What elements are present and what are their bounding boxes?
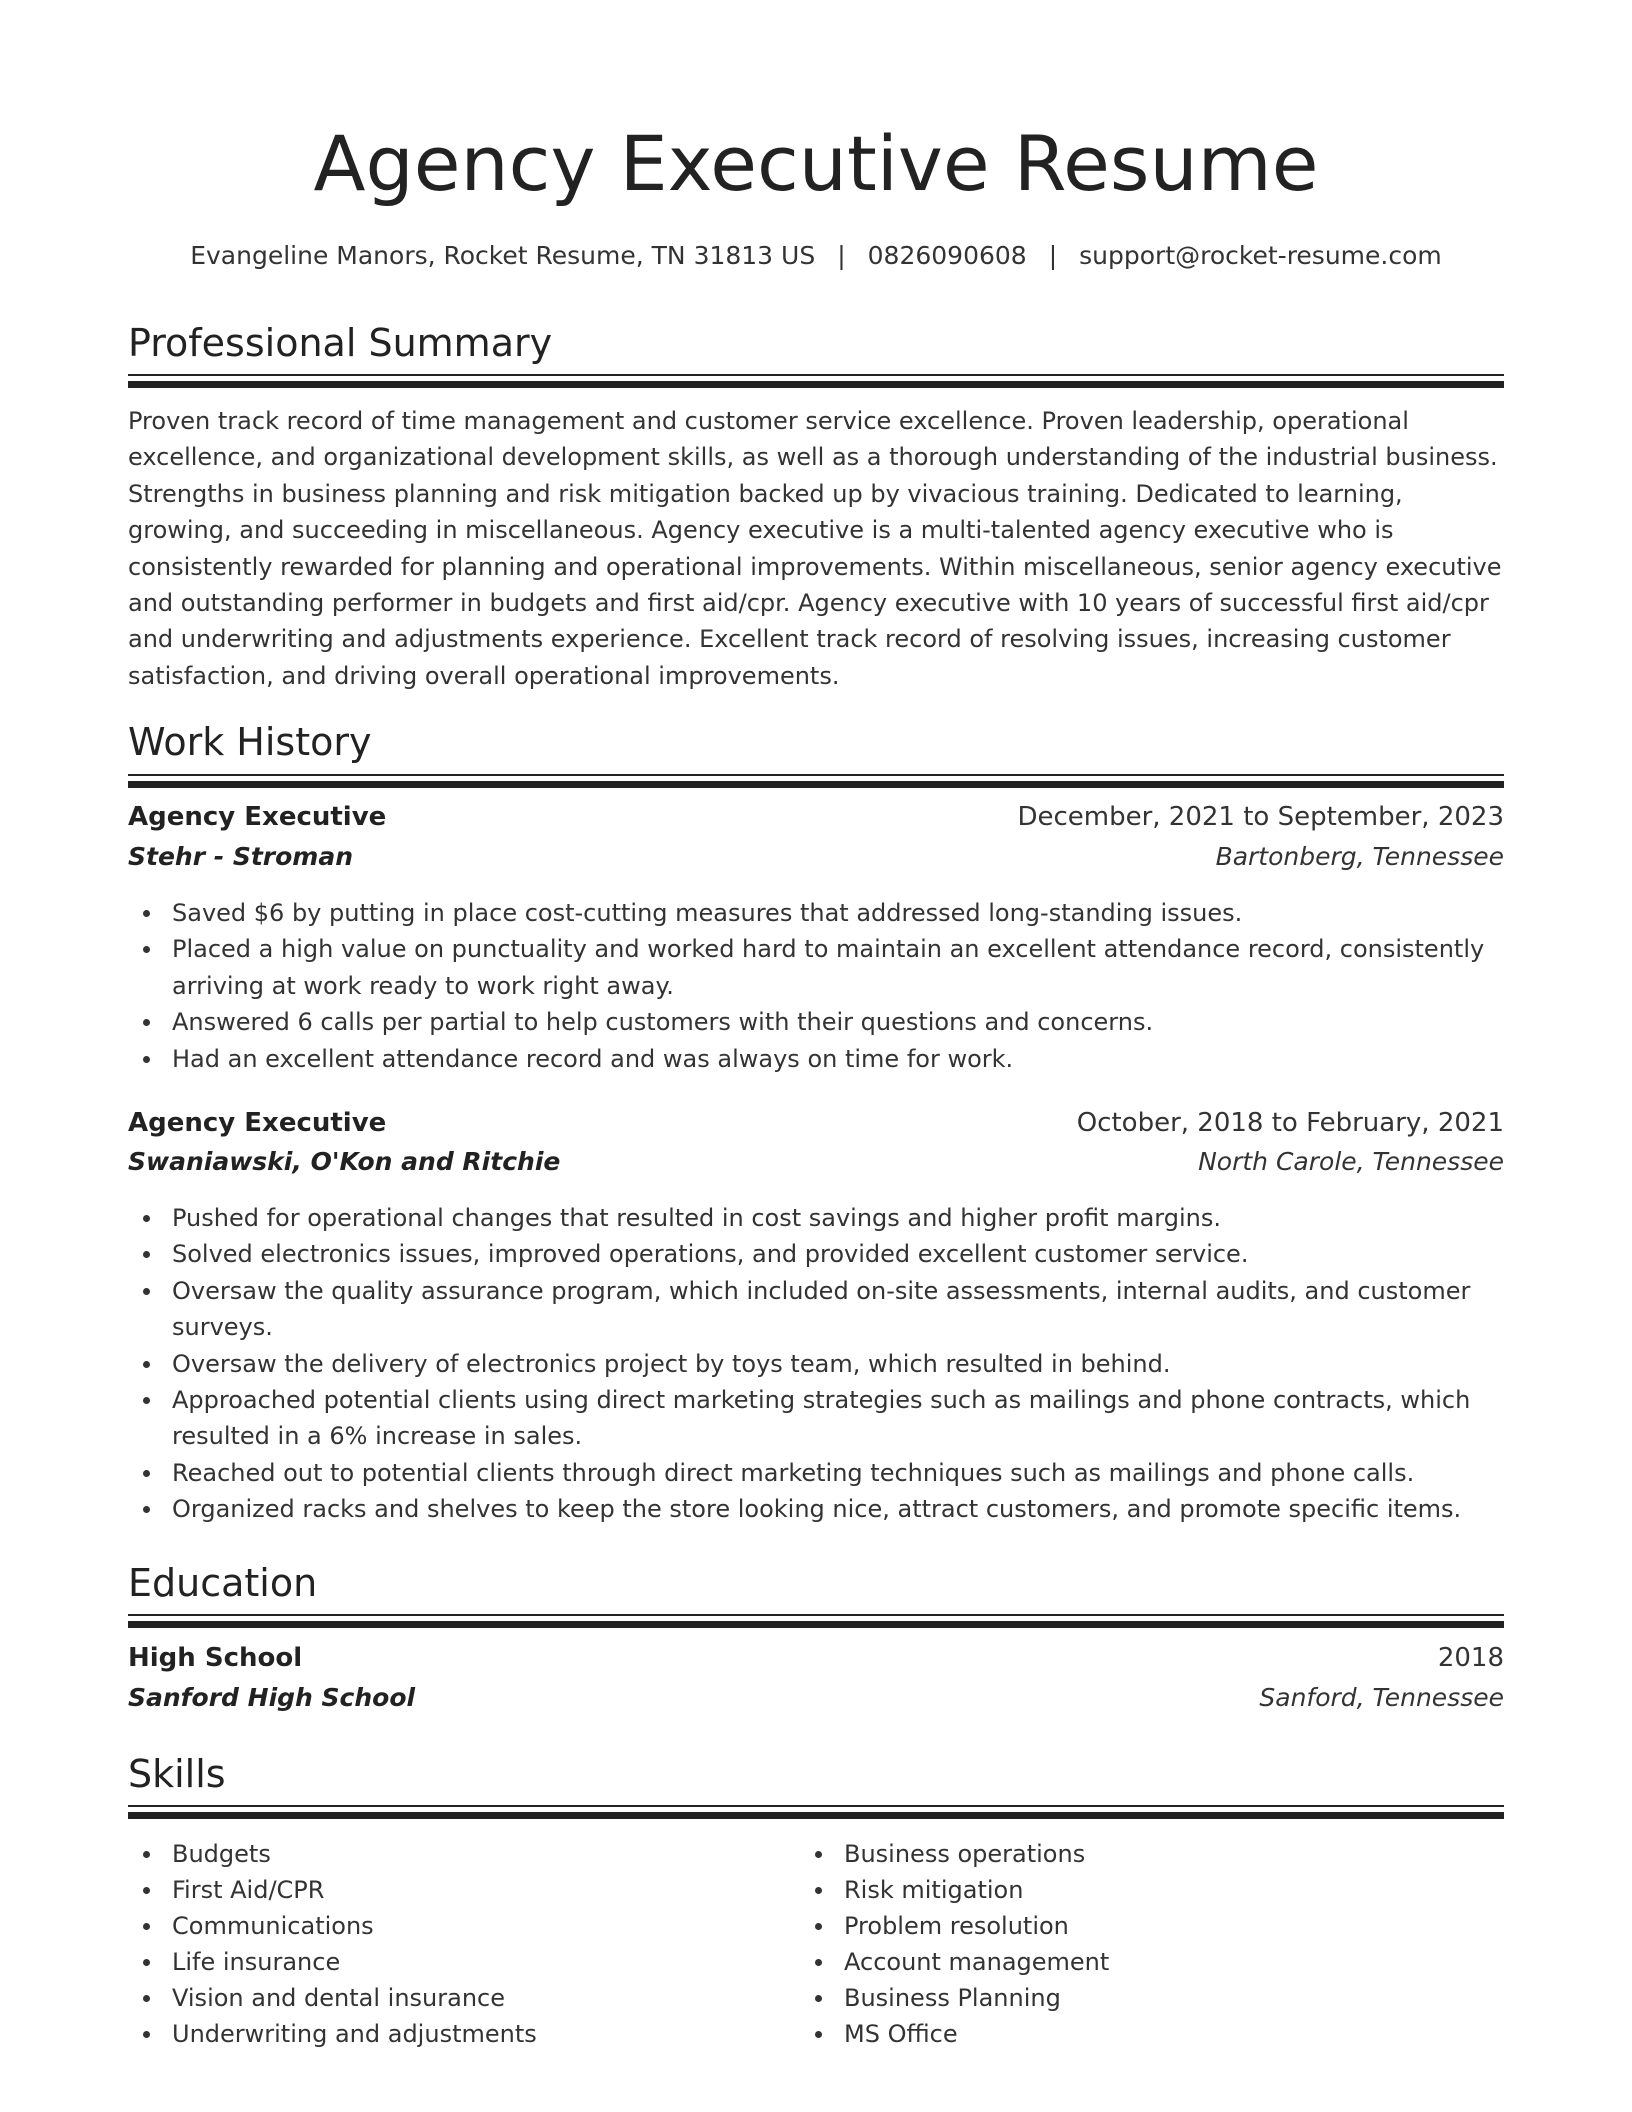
skill-item: Life insurance — [128, 1944, 768, 1980]
list-item: Placed a high value on punctuality and worked hard to maintain an excellent attendance record, consistently arriving at work ready to work right away. — [128, 931, 1504, 1004]
job-subheader — [128, 1147, 1504, 1187]
job-company: Stehr - Stroman — [128, 842, 353, 871]
job-header — [128, 802, 1504, 842]
list-item: Saved $6 by putting in place cost-cutting measures that addressed long-standing issues. — [128, 895, 1504, 931]
education-school: Sanford High School — [128, 1683, 416, 1712]
list-item: Oversaw the quality assurance program, which included on-site assessments, internal audits, and customer surveys. — [128, 1273, 1504, 1346]
skill-item: Risk mitigation — [800, 1872, 1440, 1908]
job-subheader — [128, 842, 1504, 882]
skill-item: Communications — [128, 1908, 768, 1944]
skill-item: Account management — [800, 1944, 1440, 1980]
section-heading-work: Work History — [128, 720, 372, 764]
skill-item: Underwriting and adjustments — [128, 2016, 768, 2052]
education-year: 2018 — [1437, 1643, 1504, 1673]
job-dates: December, 2021 to September, 2023 — [1017, 802, 1504, 832]
job-header — [128, 1108, 1504, 1148]
list-item: Oversaw the delivery of electronics project by toys team, which resulted in behind. — [128, 1346, 1504, 1382]
job-company: Swaniawski, O'Kon and Ritchie — [128, 1147, 561, 1176]
section-rule — [128, 774, 1504, 776]
job-dates: October, 2018 to February, 2021 — [1076, 1108, 1504, 1138]
skills-list-left — [128, 1836, 768, 2052]
section-heading-education: Education — [128, 1561, 318, 1605]
section-heading-summary: Professional Summary — [128, 321, 553, 365]
skill-item: Business Planning — [800, 1980, 1440, 2016]
skill-item: Business operations — [800, 1836, 1440, 1872]
section-rule — [128, 1812, 1504, 1819]
skill-item: First Aid/CPR — [128, 1872, 768, 1908]
contact-line — [128, 238, 1504, 274]
list-item: Pushed for operational changes that resulted in cost savings and higher profit margins. — [128, 1200, 1504, 1236]
contact-separator: | — [837, 241, 846, 270]
contact-address: Evangeline Manors, Rocket Resume, TN 31813 US — [190, 241, 816, 270]
skill-item: Vision and dental insurance — [128, 1980, 768, 2016]
section-rule — [128, 1614, 1504, 1616]
job-location: Bartonberg, Tennessee — [1215, 842, 1504, 871]
list-item: Approached potential clients using direct marketing strategies such as mailings and phone contracts, which resulted in a 6% increase in sales. — [128, 1382, 1504, 1455]
job-location: North Carole, Tennessee — [1198, 1147, 1504, 1176]
job-title: Agency Executive — [128, 1108, 387, 1138]
skill-item: Budgets — [128, 1836, 768, 1872]
skill-item: MS Office — [800, 2016, 1440, 2052]
section-rule — [128, 374, 1504, 376]
list-item: Had an excellent attendance record and was always on time for work. — [128, 1041, 1504, 1077]
list-item: Answered 6 calls per partial to help customers with their questions and concerns. — [128, 1004, 1504, 1040]
skill-item: Problem resolution — [800, 1908, 1440, 1944]
education-degree: High School — [128, 1643, 303, 1673]
job-title: Agency Executive — [128, 802, 387, 832]
education-header — [128, 1643, 1504, 1683]
section-rule — [128, 1805, 1504, 1807]
summary-text: Proven track record of time management and customer service excellence. Proven leadership, operational excellence, and organizational development skills, as well as a thorough understanding of the industrial business. Strengths in business planning and risk mitigation backed up by vivacious training. Dedicated to learning, growing, and succeeding in miscellaneous. Agency executive is a multi-talented agency executive who is consistently rewarded for planning and operational improvements. Within miscellaneous, senior agency executive and outstanding performer in budgets and first aid/cpr. Agency executive with 10 years of successful first aid/cpr and underwriting and adjustments experience. Excellent track record of resolving issues, increasing customer satisfaction, and driving overall operational improvements. — [128, 407, 1502, 690]
job-bullets — [128, 1200, 1504, 1528]
section-rule — [128, 781, 1504, 788]
education-subheader — [128, 1683, 1504, 1723]
education-location: Sanford, Tennessee — [1259, 1683, 1504, 1712]
skills-list-right — [800, 1836, 1440, 2052]
section-rule — [128, 381, 1504, 388]
section-rule — [128, 1621, 1504, 1628]
resume-title: Agency Executive Resume — [313, 119, 1319, 208]
job-bullets — [128, 895, 1504, 1077]
section-heading-skills: Skills — [128, 1752, 226, 1796]
contact-email: support@rocket-resume.com — [1079, 241, 1442, 270]
list-item: Organized racks and shelves to keep the store looking nice, attract customers, and promote specific items. — [128, 1491, 1504, 1527]
contact-phone: 0826090608 — [867, 241, 1027, 270]
list-item: Reached out to potential clients through direct marketing techniques such as mailings and phone calls. — [128, 1455, 1504, 1491]
list-item: Solved electronics issues, improved operations, and provided excellent customer service. — [128, 1236, 1504, 1272]
contact-separator: | — [1048, 241, 1058, 270]
